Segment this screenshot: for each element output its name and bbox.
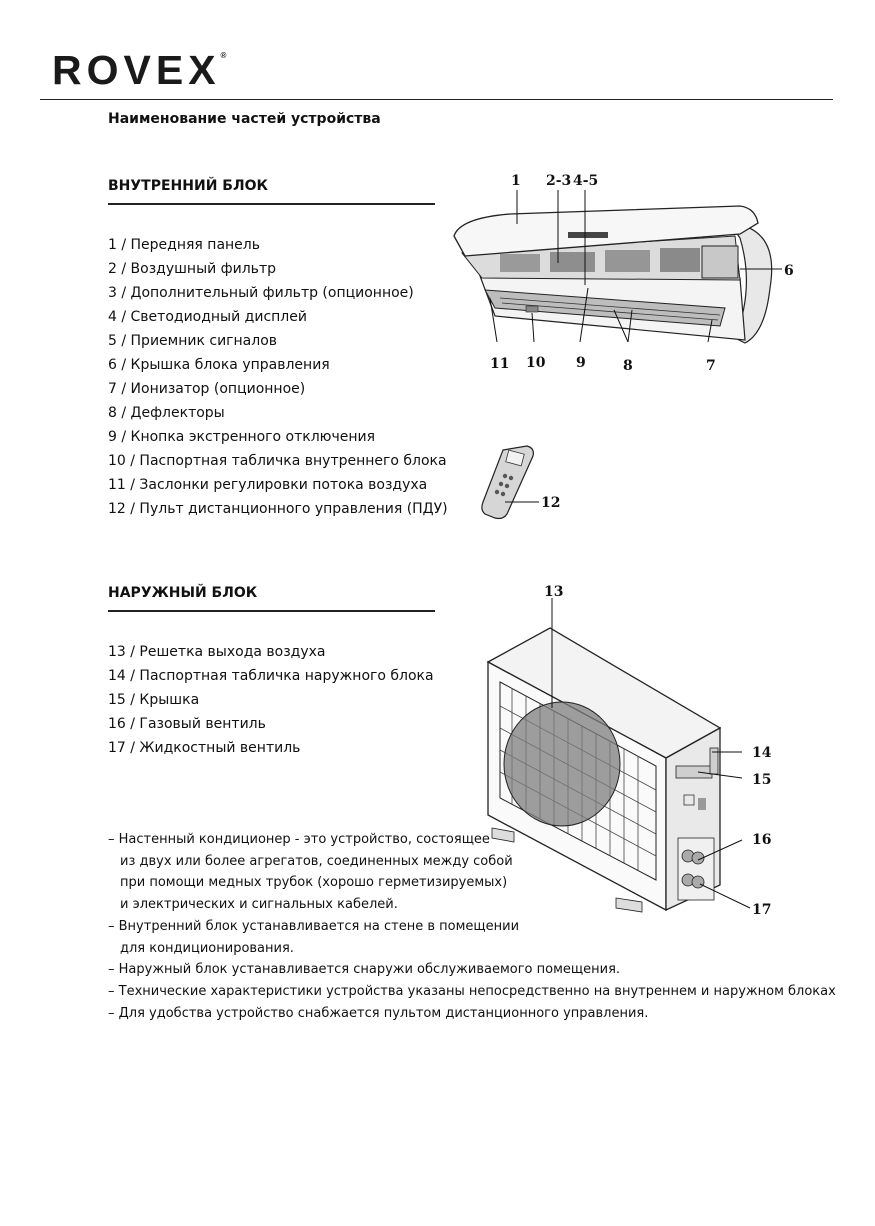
list-item: 4 / Светодиодный дисплей: [108, 309, 307, 325]
outdoor-section-title: НАРУЖНЫЙ БЛОК: [108, 585, 258, 601]
list-item: 12 / Пульт дистанционного управления (ПДУ): [108, 501, 448, 517]
note-line: – Наружный блок устанавливается снаружи обслуживаемого помещения.: [108, 962, 621, 978]
list-item: 2 / Воздушный фильтр: [108, 261, 276, 277]
note-line: – Внутренний блок устанавливается на стене в помещении: [108, 918, 520, 934]
indoor-unit-illustration: [440, 168, 800, 376]
list-item: 5 / Приемник сигналов: [108, 333, 278, 349]
list-item: 10 / Паспортная табличка внутреннего блока: [108, 453, 447, 469]
callout-6: 6: [784, 263, 794, 279]
note-line: из двух или более агрегатов, соединенных между собой: [120, 853, 513, 869]
list-item: 1 / Передняя панель: [108, 237, 260, 253]
outdoor-section-rule: [108, 610, 435, 612]
brand-logo-text: ROVEX: [52, 47, 221, 93]
list-item: 8 / Дефлекторы: [108, 405, 225, 421]
callout-2-3: 2-3: [546, 173, 572, 189]
list-item: 13 / Решетка выхода воздуха: [108, 644, 326, 660]
list-item: 17 / Жидкостный вентиль: [108, 740, 301, 756]
registered-mark: ®: [220, 51, 227, 60]
indoor-section-title: ВНУТРЕННИЙ БЛОК: [108, 178, 268, 194]
page-title: Наименование частей устройства: [108, 111, 381, 127]
callout-1: 1: [511, 173, 521, 189]
note-line: – Настенный кондиционер - это устройство, состоящее: [108, 832, 490, 847]
callout-17: 17: [752, 902, 772, 918]
callout-15: 15: [752, 772, 772, 788]
callout-8: 8: [623, 358, 633, 374]
indoor-section-rule: [108, 203, 435, 205]
note-line: для кондиционирования.: [120, 940, 294, 956]
list-item: 11 / Заслонки регулировки потока воздуха: [108, 477, 428, 493]
list-item: 6 / Крышка блока управления: [108, 357, 330, 373]
indoor-parts-list: [108, 233, 448, 521]
brand-logo: [52, 47, 227, 93]
remote-control-illustration: [475, 442, 575, 522]
note-line: – Для удобства устройство снабжается пультом дистанционного управления.: [108, 1005, 649, 1021]
list-item: 3 / Дополнительный фильтр (опционное): [108, 285, 414, 301]
list-item: 15 / Крышка: [108, 692, 200, 708]
callout-16: 16: [752, 832, 772, 848]
callout-14: 14: [752, 745, 772, 761]
note-line: при помощи медных трубок (хорошо герметизируемых): [120, 875, 508, 891]
callout-9: 9: [576, 355, 586, 371]
list-item: 9 / Кнопка экстренного отключения: [108, 429, 376, 445]
callout-7: 7: [706, 358, 716, 374]
outdoor-parts-list: [108, 640, 434, 760]
callout-10: 10: [526, 355, 546, 371]
header-divider: [40, 99, 833, 100]
notes-list: [108, 829, 836, 1024]
note-line: – Технические характеристики устройства указаны непосредственно на внутреннем и наружном блоках: [108, 983, 836, 999]
list-item: 14 / Паспортная табличка наружного блока: [108, 668, 434, 684]
callout-12: 12: [541, 495, 561, 511]
list-item: 16 / Газовый вентиль: [108, 716, 266, 732]
list-item: 7 / Ионизатор (опционное): [108, 381, 306, 397]
note-line: и электрических и сигнальных кабелей.: [120, 897, 398, 913]
callout-13: 13: [544, 584, 564, 600]
callout-11: 11: [490, 356, 510, 372]
callout-4-5: 4-5: [573, 173, 599, 189]
